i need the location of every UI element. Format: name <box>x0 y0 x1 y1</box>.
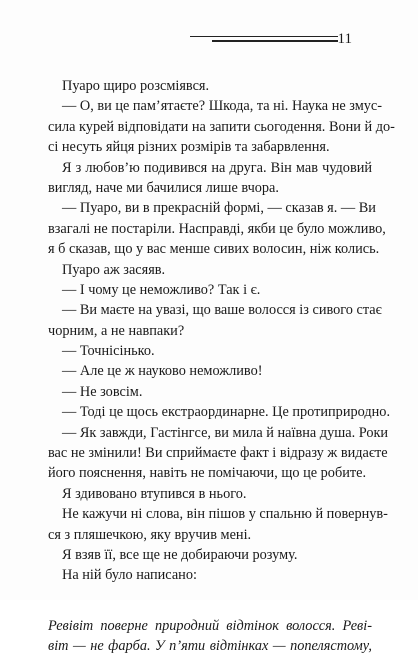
text-line: Я з любов’ю подивився на друга. Він мав чудовий <box>62 159 372 176</box>
text-line: — Точнісінько. <box>62 343 155 360</box>
text-line: — О, ви це пам’ятаєте? Шкода, та ні. Наука не змус- <box>62 98 383 115</box>
regular-text-block <box>48 76 395 586</box>
header-rule-bottom <box>212 40 338 42</box>
text-line: Не кажучи ні слова, він пішов у спальню й повернув- <box>62 506 388 523</box>
text-line: вас не змінили! Ви сприймаєте факт і відразу ж видаєте <box>48 445 388 462</box>
text-line: — Але це ж науково неможливо! <box>62 363 263 380</box>
text-line: — Тоді це щось екстраординарне. Це протиприродно. <box>62 404 391 421</box>
text-line: — Пуаро, ви в прекрасній формі, — сказав я. — Ви <box>62 200 376 217</box>
text-line: вигляд, наче ми бачилися лише вчора. <box>48 179 279 196</box>
text-line: я б сказав, що у вас менше сивих волосин, ніж колись. <box>48 241 380 258</box>
text-line: — І чому це неможливо? Так і є. <box>62 281 261 298</box>
text-line: На ній було написано: <box>62 567 197 584</box>
header-rule-top <box>190 36 338 37</box>
page-body-text <box>48 76 395 657</box>
italic-line: віт — не фарба. У п’яти відтінках — попелястому, <box>48 638 372 655</box>
text-line: Пуаро щиро розсміявся. <box>62 78 210 94</box>
text-line: Пуаро аж засяяв. <box>62 261 166 278</box>
italic-text-block <box>48 616 372 657</box>
text-line: — Ви маєте на увазі, що ваше волосся із сивого стає <box>62 302 382 319</box>
page-number: 11 <box>337 31 352 47</box>
text-line: сі несуть яйця різних розмірів та забарвлення. <box>48 139 330 156</box>
text-line: сила курей відповідати на запити сьогодення. Вони й до- <box>48 118 395 135</box>
text-line: ся з пляшечкою, яку вручив мені. <box>48 526 252 543</box>
text-line: — Не зовсім. <box>62 383 143 400</box>
text-line: його пояснення, навіть не помічаючи, що це робите. <box>48 465 367 482</box>
text-line: Я взяв її, все ще не добираючи розуму. <box>62 546 298 563</box>
text-line: Я здивовано втупився в нього. <box>62 485 247 502</box>
page-header <box>190 30 370 50</box>
text-line: чорним, а не навпаки? <box>48 322 185 339</box>
text-line: взагалі не постаріли. Насправді, якби це було можливо, <box>48 220 386 237</box>
italic-line: Ревівіт поверне природний відтінок волосся. Реві- <box>48 617 372 634</box>
text-line: — Як завжди, Гастінгсе, ви мила й наївна душа. Роки <box>62 424 389 441</box>
paragraph-gap <box>48 586 372 616</box>
